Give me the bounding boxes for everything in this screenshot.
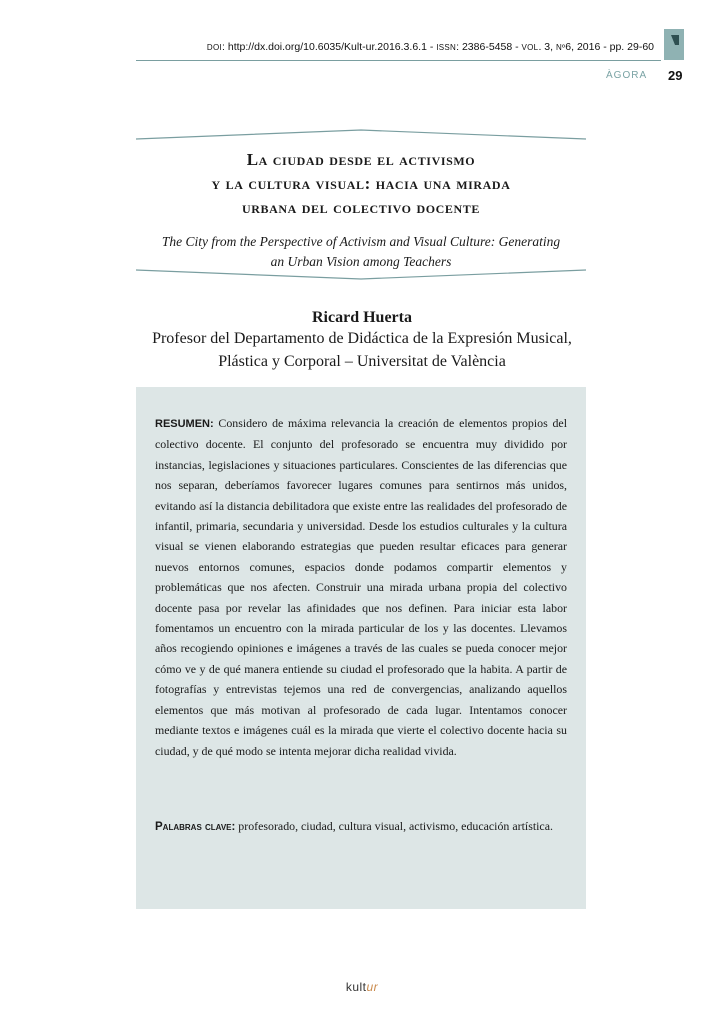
title-line-3: urbana del colectivo docente <box>241 198 480 217</box>
logo-part-a: kult <box>345 980 367 994</box>
journal-logo <box>0 980 724 994</box>
keywords-label: Palabras clave: <box>155 821 236 833</box>
doi-label: DOI <box>206 43 223 52</box>
volume-value: . 3, <box>538 41 556 53</box>
corner-tab <box>664 29 684 60</box>
header-rule <box>136 60 661 61</box>
subtitle-line-1: The City from the Perspective of Activism and Visual Culture: Generating <box>161 234 561 249</box>
abstract-body: Considero de máxima relevancia la creación de elementos propios del colectivo docente. El conjunto del profesorado se encuentra muy dividido por instancias, legislaciones y situaciones particulares. Conscientes de las diferencias que nos separan, deberíamos favorecer lugares comunes para sentirnos más unidos, evitando así la distancia debilitadora que existe entre las realidades del profesorado de infantil, primaria, secundaria y universidad. Desde los estudios culturales y la cultura visual se vienen elaborando estrategias que pueden resultar eficaces para generar nuevos entornos comunes, espacios donde podamos compartir elementos y problemáticas que nos afecten. Construir una mirada urbana propia del colectivo docente pasa por revelar las afinidades que nos definen. Para iniciar esta labor fomentamos un encuentro con la mirada particular de los y las docentes. Llevamos años recogiendo opiniones e imágenes a través de las cuales se pueda conocer mejor cómo ve y de qué manera entiende su ciudad el profesorado que la habita. A partir de fotografías y entrevistas tejemos una red de convergencias, analizando aquellos elementos que más motivan al profesorado de cada lugar. Intentamos conocer mediante textos e imágenes cuál es la mirada que vierte el colectivo docente hacia su ciudad, y de qué modo se intenta mejorar dicha realidad vivida. <box>155 416 567 758</box>
keywords <box>155 816 567 837</box>
title-line-1: La ciudad desde el activismo <box>246 150 476 169</box>
abstract <box>155 413 567 761</box>
abstract-label: RESUMEN: <box>155 418 214 430</box>
number-label: Nº <box>555 43 566 52</box>
author-name: Ricard Huerta <box>312 309 412 326</box>
corner-notch-icon <box>671 35 679 45</box>
affiliation-line-2: Plástica y Corporal – Universitat de València <box>218 353 506 370</box>
keywords-body: profesorado, ciudad, cultura visual, activismo, educación artística. <box>235 819 553 833</box>
number-pages: 6, 2016 - pp. 29-60 <box>565 41 654 53</box>
volume-label: VOL <box>521 43 539 52</box>
page-number: 29 <box>668 68 683 83</box>
author-affiliation <box>120 327 604 373</box>
title-line-2: y la cultura visual: hacia una mirada <box>211 174 511 193</box>
article-title <box>136 148 586 220</box>
title-top-rule <box>136 127 586 143</box>
logo-part-b: ur <box>366 980 379 994</box>
journal-header <box>104 41 654 53</box>
doi-link[interactable]: : http://dx.doi.org/10.6035/Kult-ur.2016.3.6.1 - <box>222 41 437 53</box>
section-name: ÀGORA <box>606 70 648 81</box>
issn-label: ISSN <box>436 43 457 52</box>
issn-value: : 2386-5458 - <box>456 41 522 53</box>
title-bottom-rule <box>136 266 586 282</box>
affiliation-line-1: Profesor del Departamento de Didáctica de la Expresión Musical, <box>152 330 572 347</box>
subtitle-line-2: an Urban Vision among Teachers <box>270 254 452 269</box>
